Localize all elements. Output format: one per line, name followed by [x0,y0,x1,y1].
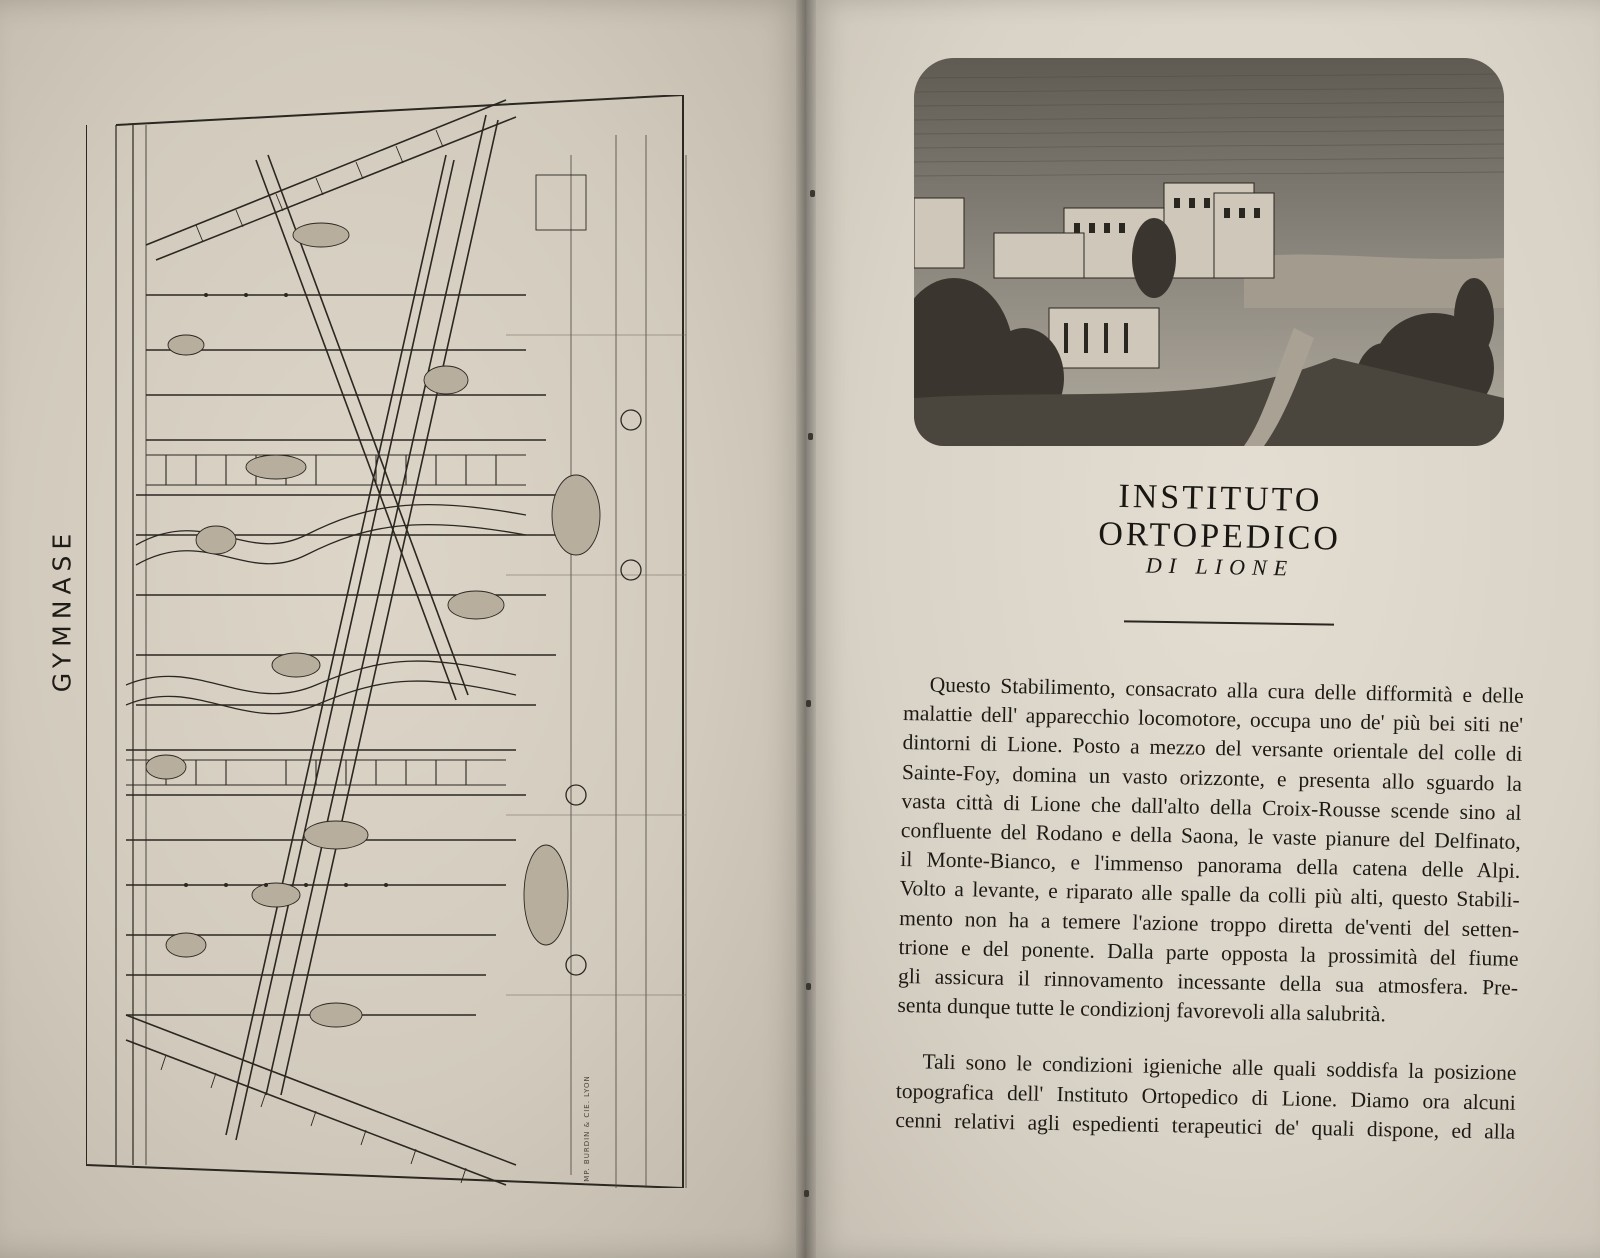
text-line: Sainte-Foy, domina un vasto orizzonte, e presenta allo sguardo la [901,759,1523,796]
gymnasium-engraving [86,95,701,1188]
institute-landscape-vignette [914,58,1504,446]
body-text [895,670,1524,1174]
text-line: topografica dell' Instituto Ortopedico di Lione. Diamo ora alcuni [895,1078,1517,1115]
binding-stitch [810,190,815,197]
text-line: dintorni di Lione. Posto a mezzo del versante orientale del colle di [902,730,1523,767]
book-gutter [796,0,816,1258]
text-line: confluente del Rodano e della Saona, le vaste pianure del Delfinato, [900,817,1522,854]
text-line: vasta città di Lione che dall'alto della Croix-Rousse scende sino al [901,788,1522,825]
plate-caption: GYMNASE [47,527,77,693]
text-line: gli assicura il rinnovamento incessante della sua atmosfera. Pre- [897,963,1519,1000]
text-line: malattie dell' apparecchio locomotore, occupa uno de' più bei siti ne' [902,701,1524,738]
paragraph [895,1047,1517,1146]
text-line: Questo Stabilimento, consacrato alla cura delle difformità e delle [929,672,1524,708]
binding-stitch [804,1190,809,1197]
page-title: INSTITUTO ORTOPEDICO [1097,477,1342,558]
text-line: trione e del ponente. Dalla parte opposta la prossimità del fiume [898,934,1519,971]
text-line: cenni relativi agli espedienti terapeutici de' quali dispone, ed alla [895,1107,1516,1144]
binding-stitch [806,700,811,707]
paragraph [897,670,1524,1032]
text-line: il Monte-Bianco, e l'immenso panorama della catena delle Alpi. [900,847,1521,884]
engraver-credit: IMP. BURDIN & CIE. LYON [583,1075,591,1185]
text-line: Tali sono le condizioni igieniche alle quali soddisfa la posizione [922,1049,1517,1086]
text-line: Volto a levante, e riparato alle spalle da colli più alti, questo Stabili- [899,876,1520,913]
binding-stitch [806,983,811,990]
text-line: mento non ha a temere l'azione troppo diretta de'venti del setten- [899,905,1520,942]
page-subtitle: DI LIONE [1145,552,1295,581]
binding-stitch [808,433,813,440]
text-line: senta dunque tutte le condizionj favorevoli alla salubrità. [897,993,1387,1027]
